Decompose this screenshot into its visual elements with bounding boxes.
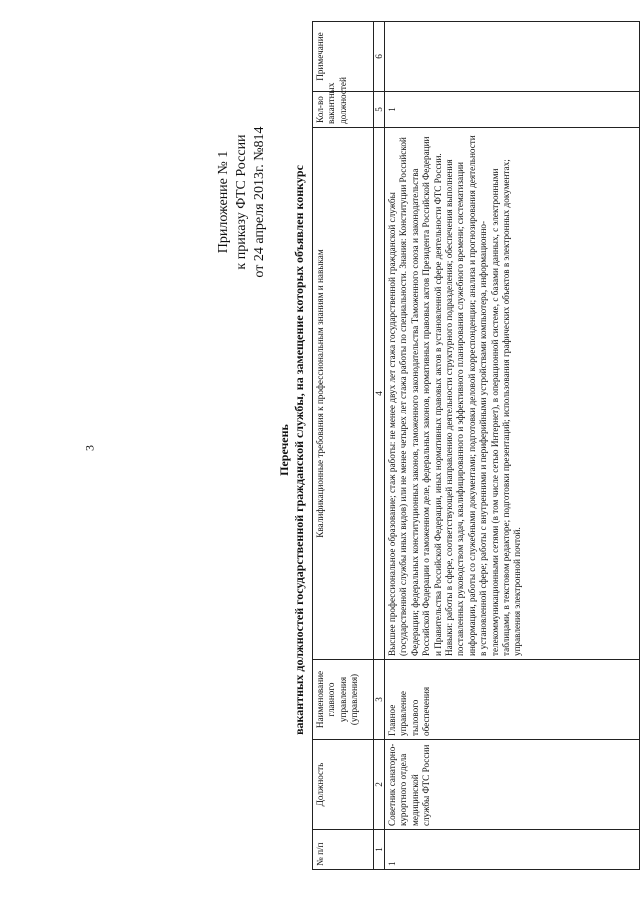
header-department: Наименование главного управления (управления) <box>313 660 374 740</box>
column-number: 3 <box>374 660 385 740</box>
column-number-row <box>374 22 385 870</box>
appendix-reference <box>215 32 269 372</box>
landscape-sheet <box>215 20 640 880</box>
row-requirements: Высшее профессиональное образование; стаж работы: не менее двух лет стажа государственной гражданской службы (государственной службы иных видов) или не менее четырех лет стажа работы по специальности. Знания: Конституции Российской Федерации; федеральных конституционных законов, таможенного законодательства Таможенного союза и законодательства Российской Федерации о таможенном деле, федеральных законов, нормативных правовых актов Президента Российской Федерации и Правительства Российской Федерации, иных нормативных правовых актов в установленной сфере деятельности ФТС России. Навыки: работы в сфере, соответствующей направлению деятельности структурного подразделения; обеспечения выполнения поставленных руководством задач, квалифицированного и эффективного планирования служебного времени; систематизации информации, работы со служебными документами; подготовки деловой корреспонденции; анализа и прогнозирования деятельности в установленной сфере; работы с внутренними и периферийными устройствами компьютера, информационно-телекоммуникационными сетями (в том числе сетью Интернет), в операционной системе, с базами данных, с электронными таблицами, в текстовом редакторе; подготовки презентаций; использования графических объектов в электронных документах; управления электронной почтой. <box>385 128 640 660</box>
row-vacancies: 1 <box>385 92 640 128</box>
column-number: 5 <box>374 92 385 128</box>
appendix-date: от 24 апреля 2013г. №814 <box>252 126 267 278</box>
page-number: 3 <box>82 445 97 451</box>
row-notes <box>385 22 640 92</box>
column-number: 4 <box>374 128 385 660</box>
header-requirements: Квалификационные требования к профессиональным знаниям и навыкам <box>313 128 374 660</box>
column-number: 1 <box>374 830 385 870</box>
table-header-row <box>313 22 374 870</box>
row-department: Главное управление тылового обеспечения <box>385 660 640 740</box>
appendix-title: Приложение № 1 <box>216 150 231 254</box>
document-title: Перечень <box>277 424 291 476</box>
document-heading <box>277 20 307 880</box>
table-row <box>385 22 640 870</box>
header-num: № п/п <box>313 830 374 870</box>
header-position: Должность <box>313 740 374 830</box>
column-number: 2 <box>374 740 385 830</box>
document-subtitle: вакантных должностей государственной гражданской службы, на замещение которых объявлен конкурс <box>292 165 306 735</box>
header-notes: Примечание <box>313 22 374 92</box>
column-number: 6 <box>374 22 385 92</box>
vacancy-table <box>312 21 640 870</box>
row-position: Советник санаторно-курортного отдела медицинской службы ФТС России <box>385 740 640 830</box>
appendix-order: к приказу ФТС России <box>234 134 249 270</box>
header-vacancies: Кол-во вакантных должностей <box>313 92 374 128</box>
row-num: 1 <box>385 830 640 870</box>
